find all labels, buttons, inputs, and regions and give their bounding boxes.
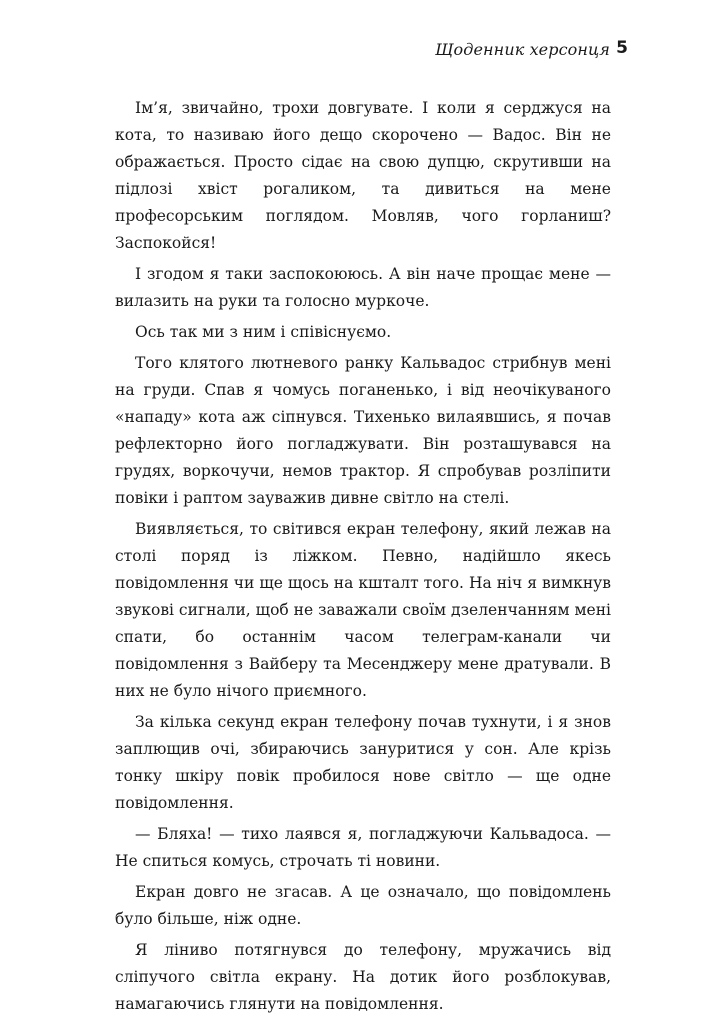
paragraph: Виявляється, то світився екран телефону, який лежав на столі поряд із ліжком. Певно, надійшло якесь повідомлення чи ще щось на кшталт того. На ніч я вимкнув звукові сигнали, щоб не заважали своїм дзеленчанням мені спати, бо останнім часом телеграм-канали чи повідомлення з Вайберу та Месенджеру мене дратували. В них не було нічого приємного. <box>115 520 611 700</box>
paragraph: — Бляха! — тихо лаявся я, погладжуючи Кальвадоса. — Не спиться комусь, строчать ті новини. <box>115 825 611 870</box>
paragraph: І згодом я таки заспокоююсь. А він наче прощає мене — вилазить на руки та голосно муркоче. <box>115 265 611 310</box>
paragraph: Екран довго не згасав. А це означало, що повідомлень було більше, ніж одне. <box>115 883 611 928</box>
body-text <box>115 95 611 1022</box>
page-number: 5 <box>616 38 628 58</box>
paragraph: Ім’я, звичайно, трохи довгувате. І коли я серджуся на кота, то називаю його дещо скорочено — Вадос. Він не ображається. Просто сідає на свою дупцю, скрутивши на підлозі хвіст рогаликом, та дивиться на мене професорським поглядом. Мовляв, чого горланиш? Заспокойся! <box>115 99 611 252</box>
paragraph: Того клятого лютневого ранку Кальвадос стрибнув мені на груди. Спав я чомусь поганенько, і від неочікуваного «нападу» кота аж сіпнувся. Тихенько вилаявшись, я почав рефлекторно його погладжувати. Він розташувався на грудях, воркочучи, немов трактор. Я спробував розліпити повіки і раптом зауважив дивне світло на стелі. <box>115 354 611 507</box>
paragraph: Я ліниво потягнувся до телефону, мружачись від сліпучого світла екрану. На дотик його розблокував, намагаючись глянути на повідомлення. <box>115 941 611 1013</box>
paragraph: За кілька секунд екран телефону почав тухнути, і я знов заплющив очі, збираючись зануритися у сон. Але крізь тонку шкіру повік пробилося нове світло — ще одне повідомлення. <box>115 713 611 812</box>
running-head-title: Щоденник херсонця <box>435 40 610 59</box>
paragraph: Ось так ми з ним і співіснуємо. <box>135 323 392 341</box>
